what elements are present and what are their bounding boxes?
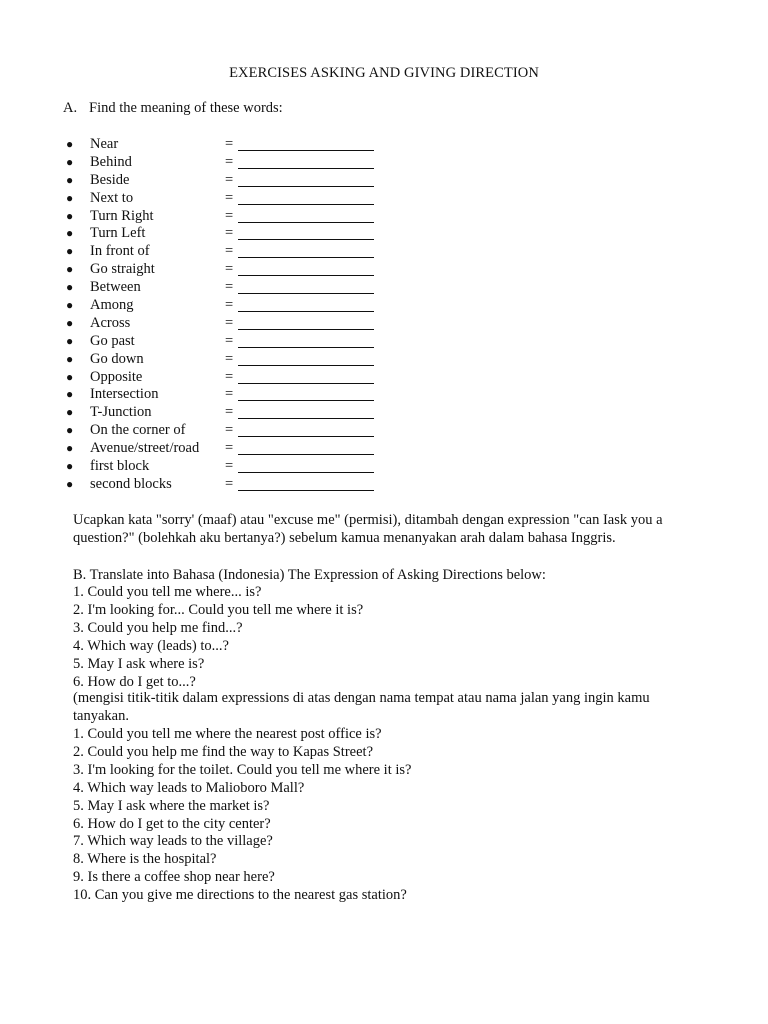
equals-sign: = [225, 171, 234, 188]
equals-sign: = [225, 422, 234, 439]
equals-sign: = [225, 386, 234, 403]
bullet-icon: ● [66, 476, 74, 491]
answer-blank [238, 369, 374, 384]
vocabulary-term: Beside [90, 171, 130, 188]
vocabulary-term: Between [90, 279, 141, 296]
vocabulary-term: In front of [90, 243, 150, 260]
equals-sign: = [225, 279, 234, 296]
bullet-icon: ● [66, 387, 74, 402]
bullet-icon: ● [66, 441, 74, 456]
section-b-heading: B. Translate into Bahasa (Indonesia) The Expression of Asking Directions below: [73, 567, 546, 583]
answer-blank [238, 333, 374, 348]
equals-sign: = [225, 136, 234, 152]
bullet-icon: ● [66, 154, 74, 169]
bullet-icon: ● [66, 351, 74, 366]
bullet-icon: ● [66, 369, 74, 384]
example-question: 5. May I ask where the market is? [73, 797, 270, 814]
bullet-icon: ● [66, 423, 74, 438]
answer-blank [238, 154, 374, 169]
equals-sign: = [225, 314, 234, 331]
vocabulary-term: Behind [90, 153, 132, 170]
page-title: EXERCISES ASKING AND GIVING DIRECTION [229, 65, 539, 81]
vocabulary-term: second blocks [90, 475, 172, 492]
answer-blank [238, 279, 374, 294]
bullet-icon: ● [66, 262, 74, 277]
expression-item: 6. How do I get to...? [73, 673, 196, 690]
vocabulary-term: Go straight [90, 261, 155, 278]
bullet-icon: ● [66, 208, 74, 223]
expression-item: 2. I'm looking for... Could you tell me where it is? [73, 601, 364, 618]
vocabulary-term: Next to [90, 189, 134, 206]
expression-list [73, 584, 693, 691]
bullet-icon: ● [66, 190, 74, 205]
answer-blank [238, 261, 374, 276]
equals-sign: = [225, 458, 234, 475]
example-question: 2. Could you help me find the way to Kapas Street? [73, 743, 374, 760]
example-question: 6. How do I get to the city center? [73, 815, 271, 832]
equals-sign: = [225, 404, 234, 421]
bullet-icon: ● [66, 244, 74, 259]
bullet-icon: ● [66, 137, 74, 151]
equals-sign: = [225, 153, 234, 170]
equals-sign: = [225, 189, 234, 206]
expression-item: 3. Could you help me find...? [73, 619, 243, 636]
equals-sign: = [225, 475, 234, 492]
answer-blank [238, 476, 374, 491]
bullet-icon: ● [66, 405, 74, 420]
example-question: 8. Where is the hospital? [73, 851, 217, 868]
fill-in-note: (mengisi titik-titik dalam expressions di atas dengan nama tempat atau nama jalan yang ingin kamu tanyakan. [73, 690, 650, 724]
example-question: 7. Which way leads to the village? [73, 833, 273, 850]
equals-sign: = [225, 440, 234, 457]
equals-sign: = [225, 368, 234, 385]
instruction-note: Ucapkan kata "sorry' (maaf) atau "excuse me" (permisi), ditambah dengan expression "can Iask you a question?" (bolehkah aku bertanya?) sebelum kamua menanyakan arah dalam bahasa Inggris. [73, 512, 663, 546]
answer-blank [238, 225, 374, 240]
vocabulary-term: Among [90, 297, 134, 314]
section-a-heading [63, 100, 283, 117]
equals-sign: = [225, 350, 234, 367]
bullet-icon: ● [66, 172, 74, 187]
vocabulary-term: Go past [90, 332, 135, 349]
equals-sign: = [225, 261, 234, 278]
equals-sign: = [225, 243, 234, 260]
bullet-icon: ● [66, 459, 74, 474]
vocabulary-term: Intersection [90, 386, 159, 403]
answer-blank [238, 458, 374, 473]
equals-sign: = [225, 225, 234, 242]
bullet-icon: ● [66, 298, 74, 313]
bullet-icon: ● [66, 333, 74, 348]
expression-item: 5. May I ask where is? [73, 655, 205, 672]
vocabulary-term: Turn Left [90, 225, 146, 242]
vocabulary-term: Near [90, 136, 119, 152]
bullet-icon: ● [66, 280, 74, 295]
answer-blank [238, 297, 374, 312]
answer-blank [238, 386, 374, 401]
section-a-heading-text: Find the meaning of these words: [89, 100, 283, 116]
vocabulary-term: T-Junction [90, 404, 152, 421]
vocabulary-term: On the corner of [90, 422, 186, 439]
answer-blank [238, 315, 374, 330]
expression-item: 4. Which way (leads) to...? [73, 637, 229, 654]
answer-blank [238, 190, 374, 205]
bullet-icon: ● [66, 226, 74, 241]
example-question: 3. I'm looking for the toilet. Could you tell me where it is? [73, 761, 412, 778]
example-question: 9. Is there a coffee shop near here? [73, 869, 275, 886]
answer-blank [238, 404, 374, 419]
equals-sign: = [225, 332, 234, 349]
section-a-marker: A. [63, 100, 78, 116]
answer-blank [238, 351, 374, 366]
example-question: 4. Which way leads to Malioboro Mall? [73, 779, 305, 796]
equals-sign: = [225, 297, 234, 314]
vocabulary-term: first block [90, 458, 150, 475]
example-question-list [73, 726, 693, 905]
vocabulary-term: Across [90, 314, 131, 331]
vocabulary-term: Turn Right [90, 207, 154, 224]
vocabulary-term: Opposite [90, 368, 143, 385]
example-question: 10. Can you give me directions to the nearest gas station? [73, 887, 407, 904]
example-question: 1. Could you tell me where the nearest post office is? [73, 726, 382, 742]
bullet-icon: ● [66, 315, 74, 330]
vocabulary-term: Go down [90, 350, 144, 367]
answer-blank [238, 243, 374, 258]
answer-blank [238, 172, 374, 187]
equals-sign: = [225, 207, 234, 224]
answer-blank [238, 440, 374, 455]
answer-blank [238, 136, 374, 151]
expression-item: 1. Could you tell me where... is? [73, 584, 262, 600]
vocabulary-term: Avenue/street/road [90, 440, 200, 457]
answer-blank [238, 208, 374, 223]
answer-blank [238, 422, 374, 437]
